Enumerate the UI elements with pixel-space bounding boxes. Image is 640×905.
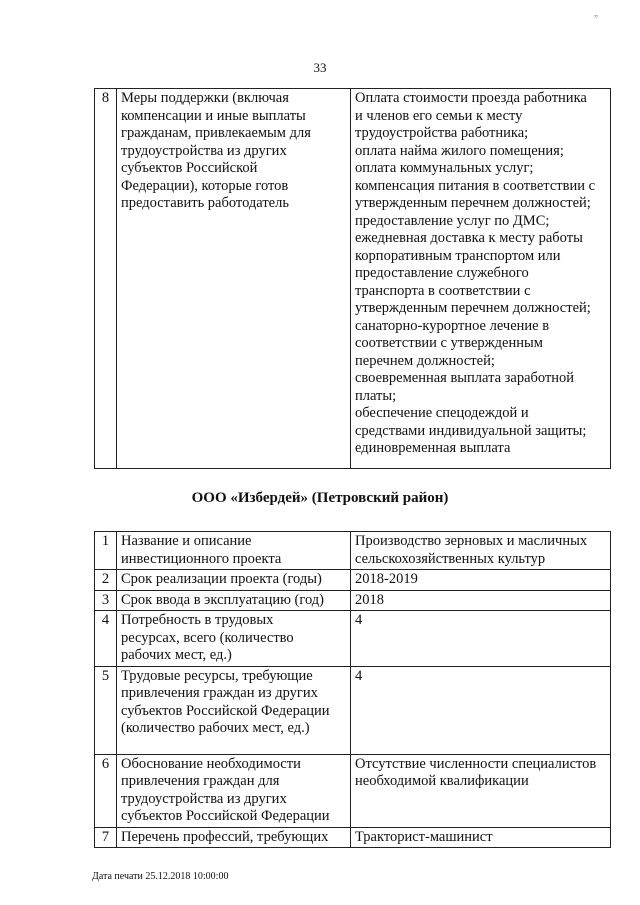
row-label: Трудовые ресурсы, требующие привлечения граждан из других субъектов Российской Федерации (количество рабочих мест, ед.)	[117, 666, 351, 754]
page-number: 33	[313, 60, 327, 75]
row-value: Отсутствие численности специалистов необходимой квалификации	[351, 754, 611, 827]
row-number: 2	[95, 570, 117, 591]
row-number: 5	[95, 666, 117, 754]
corner-mark: „	[594, 8, 598, 18]
section-title: ООО «Избердей» (Петровский район)	[191, 490, 449, 506]
row-value: 4	[351, 666, 611, 754]
row-label: Перечень профессий, требующих	[117, 827, 351, 848]
row-label: Потребность в трудовых ресурсах, всего (количество рабочих мест, ед.)	[117, 611, 351, 667]
table-row	[95, 611, 611, 667]
table-row	[95, 570, 611, 591]
support-measures-table	[94, 88, 611, 469]
table-row	[95, 754, 611, 827]
row-value: Оплата стоимости проезда работника и членов его семьи к месту трудоустройства работника; оплата найма жилого помещения; оплата коммунальных услуг; компенсация питания в соответствии с утвержденным перечнем должностей; предоставление услуг по ДМС; ежедневная доставка к месту работы корпоративным транспортом или предоставление служебного транспорта в соответствии с утвержденным перечнем должностей; санаторно-курортное лечение в соответствии с утвержденным перечнем должностей; своевременная выплата заработной платы; обеспечение спецодеждой и средствами индивидуальной защиты; единовременная выплата	[351, 89, 611, 469]
row-number: 1	[95, 532, 117, 570]
print-date: Дата печати 25.12.2018 10:00:00	[92, 871, 229, 882]
project-table	[94, 531, 611, 848]
row-number: 4	[95, 611, 117, 667]
row-label: Меры поддержки (включая компенсации и иные выплаты гражданам, привлекаемым для трудоустройства из других субъектов Российской Федерации), которые готов предоставить работодатель	[117, 89, 351, 469]
row-value: Тракторист-машинист	[351, 827, 611, 848]
table-row	[95, 666, 611, 754]
row-value: 2018	[351, 590, 611, 611]
row-label: Обоснование необходимости привлечения граждан для трудоустройства из других субъектов Российской Федерации	[117, 754, 351, 827]
row-label: Название и описание инвестиционного проекта	[117, 532, 351, 570]
row-number: 6	[95, 754, 117, 827]
row-value: Производство зерновых и масличных сельскохозяйственных культур	[351, 532, 611, 570]
table-row	[95, 590, 611, 611]
row-label: Срок ввода в эксплуатацию (год)	[117, 590, 351, 611]
table-row	[95, 532, 611, 570]
row-number: 7	[95, 827, 117, 848]
table-row	[95, 827, 611, 848]
row-value: 4	[351, 611, 611, 667]
row-label: Срок реализации проекта (годы)	[117, 570, 351, 591]
table-row	[95, 89, 611, 469]
row-value: 2018-2019	[351, 570, 611, 591]
row-number: 8	[95, 89, 117, 469]
row-number: 3	[95, 590, 117, 611]
